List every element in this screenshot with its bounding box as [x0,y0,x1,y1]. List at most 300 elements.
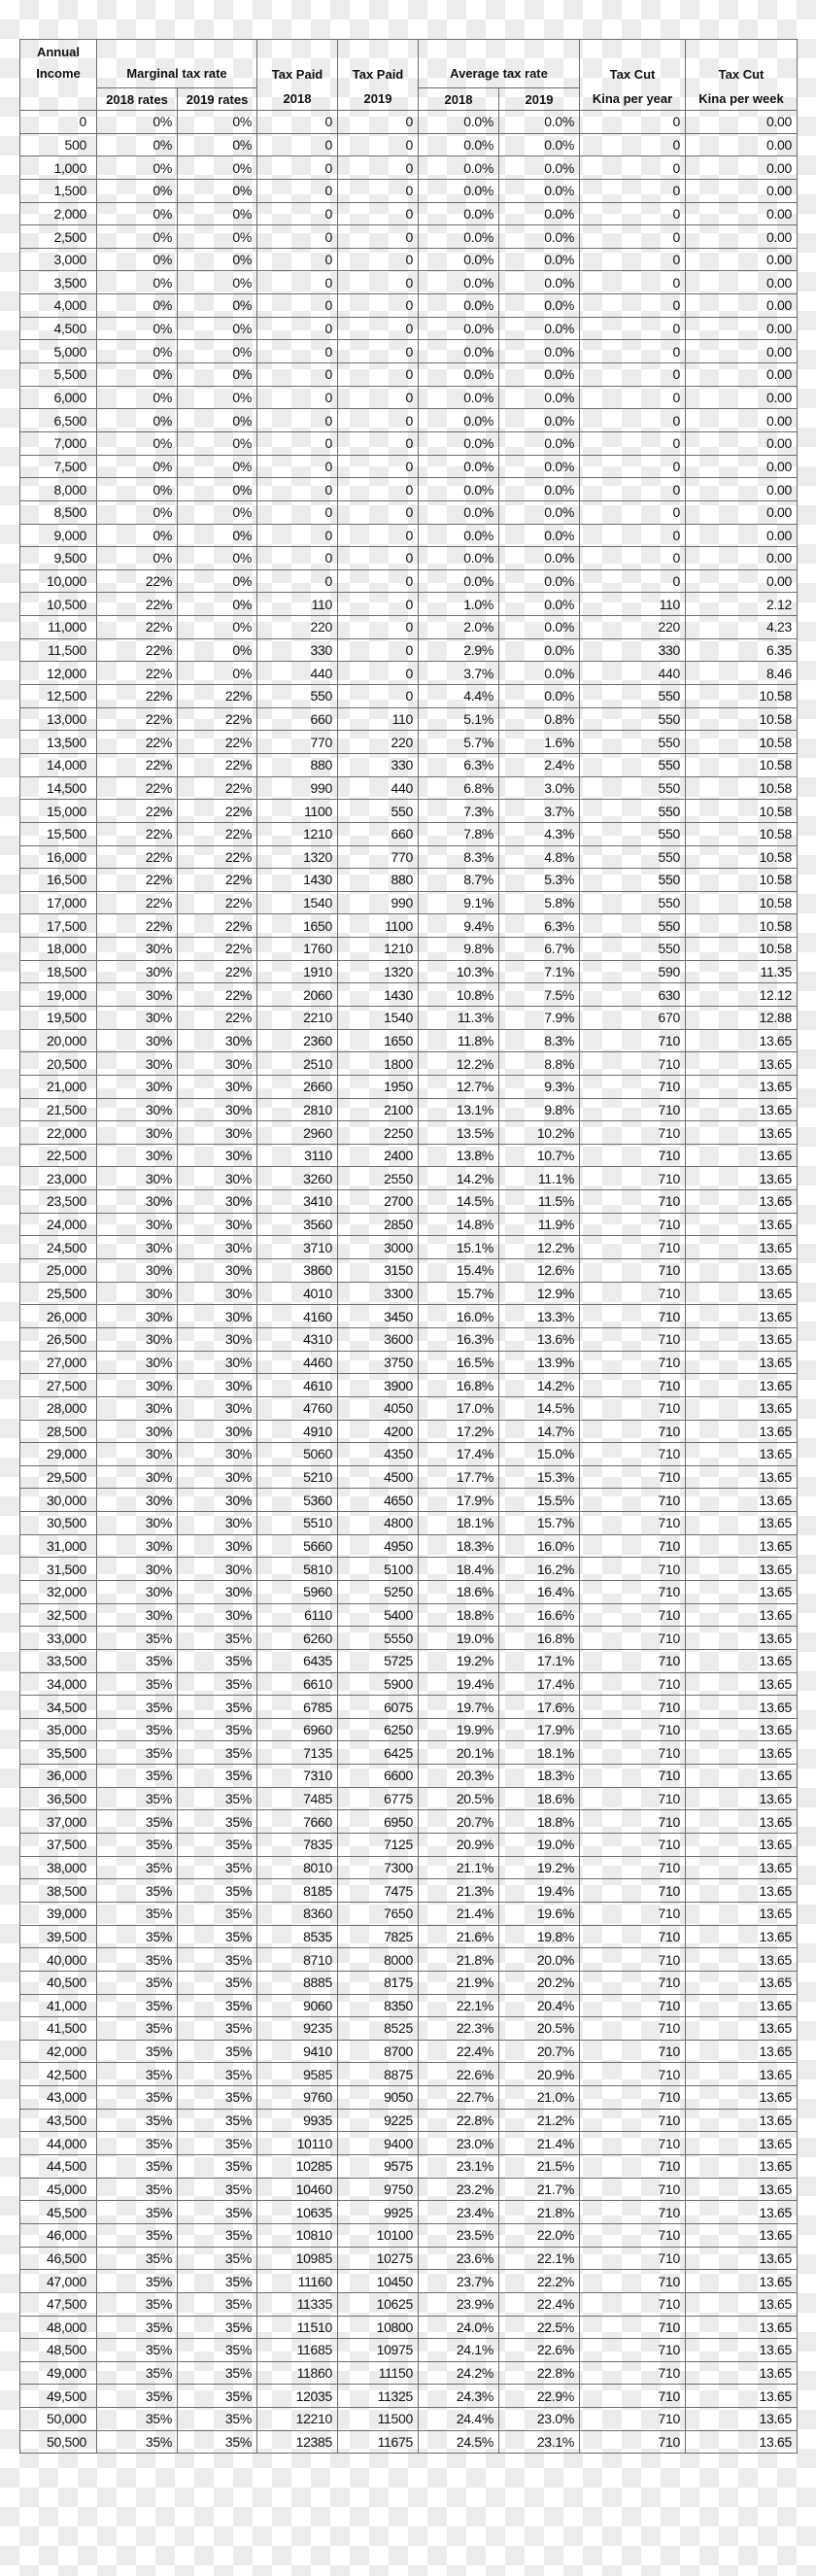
marginal-rate-2018-cell: 35% [97,2316,178,2339]
average-rate-2018-cell: 21.3% [419,1879,499,1903]
average-rate-2018-cell: 2.9% [419,638,499,662]
average-rate-2019-cell: 20.2% [499,1971,580,1994]
tax-cut-per-year-cell: 710 [580,1489,686,1512]
income-cell: 8,500 [20,500,97,524]
tax-paid-2018-cell: 2060 [257,983,338,1007]
tax-cut-per-year-cell: 710 [580,1465,686,1489]
tax-paid-2019-cell: 8350 [338,1994,419,2017]
average-rate-2018-cell: 11.3% [419,1006,499,1029]
marginal-rate-2019-cell: 30% [178,1351,257,1374]
marginal-rate-2019-cell: 35% [178,1879,257,1903]
tax-cut-per-year-cell: 710 [580,2430,686,2454]
income-cell: 24,500 [20,1236,97,1259]
tax-cut-per-year-cell: 710 [580,1696,686,1719]
tax-paid-2019-cell: 4650 [338,1489,419,1512]
tax-paid-2019-cell: 11675 [338,2430,419,2454]
average-rate-2019-cell: 11.9% [499,1213,580,1236]
marginal-rate-2018-cell: 30% [97,1121,178,1145]
table-row [20,1718,798,1741]
marginal-rate-2019-cell: 35% [178,1649,257,1672]
average-rate-2018-cell: 3.7% [419,662,499,685]
tax-paid-2018-cell: 0 [257,133,338,156]
income-cell: 32,000 [20,1581,97,1604]
average-rate-2018-cell: 0.0% [419,431,499,455]
income-cell: 24,000 [20,1213,97,1236]
tax-cut-per-year-cell: 670 [580,1006,686,1029]
income-cell: 4,500 [20,317,97,340]
marginal-rate-2019-cell: 22% [178,685,257,708]
average-rate-2018-cell: 7.8% [419,822,499,845]
average-rate-2019-cell: 0.0% [499,409,580,432]
marginal-rate-2018-cell: 35% [97,1994,178,2017]
marginal-rate-2018-cell: 35% [97,2408,178,2431]
tax-paid-2018-cell: 8535 [257,1925,338,1948]
marginal-rate-2018-cell: 30% [97,1581,178,1604]
average-rate-2018-cell: 13.8% [419,1144,499,1167]
table-row [20,1443,798,1466]
marginal-rate-2019-cell: 35% [178,1718,257,1741]
marginal-rate-2019-cell: 35% [178,2201,257,2224]
average-rate-2019-cell: 19.2% [499,1856,580,1879]
income-cell: 25,000 [20,1259,97,1283]
average-rate-2018-cell: 8.3% [419,845,499,869]
marginal-rate-2019-cell: 35% [178,2132,257,2155]
average-rate-2019-cell: 16.4% [499,1581,580,1604]
marginal-rate-2018-cell: 0% [97,524,178,547]
tax-paid-2018-cell: 11685 [257,2339,338,2362]
average-rate-2019-cell: 7.1% [499,960,580,983]
income-cell: 18,000 [20,938,97,961]
tax-paid-2018-cell: 1650 [257,914,338,938]
income-cell: 6,000 [20,386,97,409]
marginal-rate-2018-cell: 35% [97,1948,178,1972]
tax-paid-2019-cell: 7650 [338,1902,419,1925]
marginal-rate-2018-cell: 0% [97,248,178,271]
average-rate-2019-cell: 0.0% [499,133,580,156]
tax-cut-per-year-cell: 710 [580,2178,686,2201]
marginal-rate-2019-cell: 30% [178,1443,257,1466]
average-rate-2018-cell: 24.3% [419,2385,499,2408]
tax-paid-2018-cell: 2660 [257,1075,338,1098]
tax-cut-per-week-cell: 8.46 [686,662,798,685]
tax-cut-per-week-cell: 0.00 [686,431,798,455]
marginal-rate-2019-cell: 30% [178,1374,257,1397]
tax-paid-2019-cell: 6250 [338,1718,419,1741]
marginal-rate-2019-cell: 0% [178,662,257,685]
average-rate-2019-cell: 23.1% [499,2430,580,2454]
table-header [20,40,798,111]
average-rate-2019-cell: 22.6% [499,2339,580,2362]
marginal-rate-2019-cell: 30% [178,1581,257,1604]
average-rate-2019-cell: 5.8% [499,891,580,914]
income-cell: 9,000 [20,524,97,547]
tax-cut-per-year-cell: 710 [580,2408,686,2431]
average-rate-2018-cell: 24.5% [419,2430,499,2454]
tax-cut-per-week-cell: 13.65 [686,1810,798,1834]
table-row [20,1649,798,1672]
tax-cut-per-week-cell: 13.65 [686,1443,798,1466]
income-cell: 31,000 [20,1534,97,1558]
tax-cut-per-year-cell: 710 [580,1787,686,1810]
average-rate-2019-cell: 18.1% [499,1741,580,1765]
average-rate-2018-cell: 0.0% [419,386,499,409]
marginal-rate-2019-cell: 35% [178,2316,257,2339]
header-tax-cut-week: Tax Cut [686,40,798,88]
tax-cut-per-year-cell: 550 [580,869,686,892]
tax-cut-per-year-cell: 710 [580,1627,686,1650]
table-row [20,409,798,432]
marginal-rate-2018-cell: 22% [97,731,178,754]
table-row [20,1971,798,1994]
tax-cut-per-year-cell: 550 [580,938,686,961]
tax-cut-per-week-cell: 13.65 [686,1902,798,1925]
income-cell: 18,500 [20,960,97,983]
tax-cut-per-year-cell: 710 [580,1741,686,1765]
average-rate-2018-cell: 16.0% [419,1305,499,1328]
table-row [20,2292,798,2316]
average-rate-2019-cell: 15.5% [499,1489,580,1512]
table-row [20,938,798,961]
tax-paid-2019-cell: 4350 [338,1443,419,1466]
tax-cut-per-year-cell: 0 [580,547,686,570]
income-cell: 6,500 [20,409,97,432]
average-rate-2019-cell: 8.3% [499,1029,580,1052]
marginal-rate-2019-cell: 35% [178,2178,257,2201]
income-cell: 50,500 [20,2430,97,2454]
tax-paid-2018-cell: 0 [257,156,338,180]
income-cell: 12,000 [20,662,97,685]
tax-cut-per-year-cell: 710 [580,1327,686,1351]
average-rate-2018-cell: 7.3% [419,800,499,823]
average-rate-2019-cell: 0.0% [499,248,580,271]
tax-paid-2019-cell: 0 [338,478,419,501]
tax-paid-2018-cell: 770 [257,731,338,754]
tax-paid-2019-cell: 1950 [338,1075,419,1098]
income-cell: 16,500 [20,869,97,892]
income-cell: 50,000 [20,2408,97,2431]
average-rate-2018-cell: 0.0% [419,547,499,570]
tax-paid-2019-cell: 1540 [338,1006,419,1029]
income-cell: 28,500 [20,1420,97,1443]
tax-cut-per-week-cell: 0.00 [686,248,798,271]
income-cell: 21,000 [20,1075,97,1098]
marginal-rate-2018-cell: 0% [97,133,178,156]
average-rate-2018-cell: 20.1% [419,1741,499,1765]
marginal-rate-2019-cell: 30% [178,1327,257,1351]
table-row [20,1581,798,1604]
average-rate-2019-cell: 21.0% [499,2086,580,2110]
income-cell: 15,000 [20,800,97,823]
tax-paid-2019-cell: 7300 [338,1856,419,1879]
tax-cut-per-year-cell: 710 [580,1098,686,1121]
tax-paid-2019-cell: 1650 [338,1029,419,1052]
marginal-rate-2018-cell: 35% [97,2040,178,2063]
marginal-rate-2019-cell: 0% [178,500,257,524]
tax-paid-2018-cell: 5360 [257,1489,338,1512]
average-rate-2019-cell: 7.9% [499,1006,580,1029]
tax-cut-per-week-cell: 13.65 [686,1282,798,1305]
marginal-rate-2019-cell: 35% [178,2223,257,2247]
marginal-rate-2018-cell: 0% [97,500,178,524]
average-rate-2018-cell: 17.4% [419,1443,499,1466]
average-rate-2018-cell: 21.9% [419,1971,499,1994]
tax-paid-2018-cell: 1760 [257,938,338,961]
tax-paid-2019-cell: 10275 [338,2247,419,2270]
tax-paid-2019-cell: 9050 [338,2086,419,2110]
tax-paid-2019-cell: 0 [338,363,419,387]
marginal-rate-2018-cell: 30% [97,1512,178,1535]
average-rate-2018-cell: 17.7% [419,1465,499,1489]
tax-cut-per-week-cell: 13.65 [686,2201,798,2224]
average-rate-2019-cell: 8.8% [499,1052,580,1076]
marginal-rate-2018-cell: 35% [97,1649,178,1672]
tax-cut-per-year-cell: 710 [580,1236,686,1259]
tax-cut-per-week-cell: 0.00 [686,225,798,249]
tax-cut-per-week-cell: 13.65 [686,1834,798,1857]
tax-paid-2018-cell: 8885 [257,1971,338,1994]
average-rate-2019-cell: 9.3% [499,1075,580,1098]
tax-paid-2019-cell: 11150 [338,2361,419,2385]
average-rate-2019-cell: 11.1% [499,1167,580,1190]
tax-paid-2018-cell: 9760 [257,2086,338,2110]
tax-cut-per-year-cell: 710 [580,1718,686,1741]
marginal-rate-2018-cell: 22% [97,845,178,869]
tax-cut-per-week-cell: 2.12 [686,593,798,616]
tax-cut-per-week-cell: 0.00 [686,340,798,363]
marginal-rate-2018-cell: 30% [97,1305,178,1328]
header-annual-income: Annual Income [20,40,97,111]
marginal-rate-2018-cell: 35% [97,2017,178,2041]
average-rate-2018-cell: 0.0% [419,478,499,501]
income-cell: 30,500 [20,1512,97,1535]
header-average-2019: 2019 [499,88,580,111]
average-rate-2018-cell: 20.3% [419,1765,499,1788]
average-rate-2018-cell: 22.4% [419,2040,499,2063]
table-row [20,1029,798,1052]
marginal-rate-2019-cell: 0% [178,202,257,225]
tax-cut-per-week-cell: 13.65 [686,2155,798,2179]
tax-paid-2019-cell: 2400 [338,1144,419,1167]
income-cell: 25,500 [20,1282,97,1305]
average-rate-2018-cell: 21.4% [419,1902,499,1925]
marginal-rate-2019-cell: 0% [178,431,257,455]
average-rate-2018-cell: 20.5% [419,1787,499,1810]
tax-cut-per-year-cell: 0 [580,111,686,134]
tax-paid-2018-cell: 6260 [257,1627,338,1650]
tax-paid-2018-cell: 10635 [257,2201,338,2224]
header-average-tax-rate: Average tax rate [419,40,580,88]
marginal-rate-2019-cell: 22% [178,707,257,731]
average-rate-2018-cell: 19.7% [419,1696,499,1719]
marginal-rate-2018-cell: 35% [97,1787,178,1810]
tax-cut-per-year-cell: 710 [580,1259,686,1283]
table-row [20,2385,798,2408]
marginal-rate-2018-cell: 35% [97,1696,178,1719]
marginal-rate-2019-cell: 30% [178,1558,257,1581]
tax-cut-per-year-cell: 710 [580,2086,686,2110]
marginal-rate-2019-cell: 35% [178,1834,257,1857]
tax-cut-per-year-cell: 550 [580,822,686,845]
tax-paid-2019-cell: 2250 [338,1121,419,1145]
marginal-rate-2019-cell: 35% [178,1627,257,1650]
tax-paid-2019-cell: 0 [338,662,419,685]
tax-paid-2019-cell: 0 [338,156,419,180]
average-rate-2019-cell: 9.8% [499,1098,580,1121]
tax-paid-2018-cell: 4310 [257,1327,338,1351]
marginal-rate-2019-cell: 35% [178,1971,257,1994]
tax-paid-2018-cell: 7835 [257,1834,338,1857]
table-row [20,1144,798,1167]
average-rate-2019-cell: 14.7% [499,1420,580,1443]
tax-paid-2019-cell: 1800 [338,1052,419,1076]
marginal-rate-2019-cell: 35% [178,2361,257,2385]
marginal-rate-2018-cell: 22% [97,593,178,616]
average-rate-2019-cell: 6.7% [499,938,580,961]
tax-cut-per-year-cell: 710 [580,1649,686,1672]
tax-cut-per-year-cell: 710 [580,1213,686,1236]
income-cell: 44,500 [20,2155,97,2179]
marginal-rate-2018-cell: 22% [97,869,178,892]
income-cell: 4,000 [20,294,97,318]
tax-cut-per-year-cell: 550 [580,845,686,869]
table-row [20,1512,798,1535]
table-row [20,2408,798,2431]
tax-cut-per-week-cell: 13.65 [686,1948,798,1972]
header-marginal-2019: 2019 rates [178,88,257,111]
average-rate-2019-cell: 19.6% [499,1902,580,1925]
income-cell: 3,500 [20,271,97,294]
tax-cut-per-week-cell: 13.65 [686,1052,798,1076]
income-cell: 36,000 [20,1765,97,1788]
average-rate-2018-cell: 6.8% [419,776,499,800]
income-cell: 34,000 [20,1672,97,1696]
income-cell: 41,500 [20,2017,97,2041]
average-rate-2019-cell: 5.3% [499,869,580,892]
marginal-rate-2019-cell: 0% [178,524,257,547]
table-row [20,500,798,524]
income-cell: 16,000 [20,845,97,869]
tax-cut-per-year-cell: 710 [580,1190,686,1214]
marginal-rate-2019-cell: 22% [178,822,257,845]
marginal-rate-2019-cell: 35% [178,2017,257,2041]
average-rate-2019-cell: 6.3% [499,914,580,938]
table-row [20,1534,798,1558]
income-cell: 32,500 [20,1603,97,1627]
income-cell: 33,000 [20,1627,97,1650]
average-rate-2019-cell: 19.0% [499,1834,580,1857]
marginal-rate-2018-cell: 22% [97,662,178,685]
tax-cut-per-year-cell: 440 [580,662,686,685]
tax-cut-per-year-cell: 710 [580,1672,686,1696]
tax-cut-per-week-cell: 13.65 [686,1741,798,1765]
tax-paid-2019-cell: 880 [338,869,419,892]
marginal-rate-2018-cell: 35% [97,2247,178,2270]
average-rate-2019-cell: 0.8% [499,707,580,731]
tax-paid-2018-cell: 6435 [257,1649,338,1672]
tax-paid-2019-cell: 0 [338,547,419,570]
average-rate-2019-cell: 0.0% [499,569,580,593]
tax-cut-per-week-cell: 0.00 [686,317,798,340]
table-row [20,1465,798,1489]
average-rate-2019-cell: 0.0% [499,455,580,478]
marginal-rate-2019-cell: 0% [178,294,257,318]
tax-cut-per-week-cell: 0.00 [686,409,798,432]
marginal-rate-2019-cell: 22% [178,1006,257,1029]
tax-paid-2019-cell: 110 [338,707,419,731]
average-rate-2018-cell: 20.7% [419,1810,499,1834]
table-row [20,1489,798,1512]
table-row [20,1259,798,1283]
marginal-rate-2019-cell: 0% [178,271,257,294]
tax-cut-per-year-cell: 710 [580,1029,686,1052]
income-cell: 11,500 [20,638,97,662]
tax-cut-per-week-cell: 13.65 [686,2086,798,2110]
tax-cut-per-year-cell: 550 [580,800,686,823]
marginal-rate-2019-cell: 30% [178,1534,257,1558]
income-cell: 11,000 [20,616,97,639]
tax-paid-2019-cell: 4950 [338,1534,419,1558]
marginal-rate-2018-cell: 22% [97,616,178,639]
tax-cut-per-week-cell: 13.65 [686,1190,798,1214]
average-rate-2018-cell: 23.7% [419,2270,499,2293]
average-rate-2019-cell: 0.0% [499,225,580,249]
tax-paid-2019-cell: 6775 [338,1787,419,1810]
income-cell: 27,500 [20,1374,97,1397]
average-rate-2019-cell: 13.3% [499,1305,580,1328]
header-tax-paid-2019-year: 2019 [338,88,419,111]
tax-cut-per-week-cell: 10.58 [686,891,798,914]
marginal-rate-2019-cell: 22% [178,914,257,938]
marginal-rate-2018-cell: 35% [97,1765,178,1788]
income-cell: 20,000 [20,1029,97,1052]
tax-paid-2018-cell: 0 [257,202,338,225]
tax-cut-per-week-cell: 13.65 [686,1029,798,1052]
tax-cut-per-week-cell: 13.65 [686,1213,798,1236]
income-cell: 29,000 [20,1443,97,1466]
marginal-rate-2018-cell: 35% [97,1834,178,1857]
marginal-rate-2019-cell: 35% [178,1696,257,1719]
tax-cut-per-year-cell: 710 [580,2316,686,2339]
income-cell: 39,000 [20,1902,97,1925]
marginal-rate-2018-cell: 35% [97,2155,178,2179]
header-tax-cut-kina-per-week: Kina per week [686,88,798,111]
average-rate-2019-cell: 2.4% [499,753,580,776]
average-rate-2018-cell: 18.1% [419,1512,499,1535]
marginal-rate-2018-cell: 22% [97,707,178,731]
marginal-rate-2019-cell: 0% [178,547,257,570]
marginal-rate-2018-cell: 30% [97,1282,178,1305]
tax-paid-2018-cell: 1210 [257,822,338,845]
tax-cut-per-year-cell: 710 [580,2292,686,2316]
tax-paid-2018-cell: 550 [257,685,338,708]
tax-cut-per-week-cell: 13.65 [686,1603,798,1627]
average-rate-2019-cell: 0.0% [499,638,580,662]
tax-paid-2019-cell: 0 [338,409,419,432]
tax-paid-2018-cell: 4160 [257,1305,338,1328]
average-rate-2018-cell: 23.4% [419,2201,499,2224]
marginal-rate-2018-cell: 22% [97,638,178,662]
income-cell: 5,500 [20,363,97,387]
marginal-rate-2018-cell: 30% [97,1259,178,1283]
tax-cut-per-year-cell: 710 [580,2361,686,2385]
income-cell: 49,500 [20,2385,97,2408]
average-rate-2019-cell: 13.9% [499,1351,580,1374]
marginal-rate-2018-cell: 35% [97,2109,178,2132]
average-rate-2019-cell: 16.8% [499,1627,580,1650]
tax-paid-2018-cell: 10460 [257,2178,338,2201]
header-tax-cut-year: Tax Cut [580,40,686,88]
tax-paid-2018-cell: 4760 [257,1396,338,1420]
